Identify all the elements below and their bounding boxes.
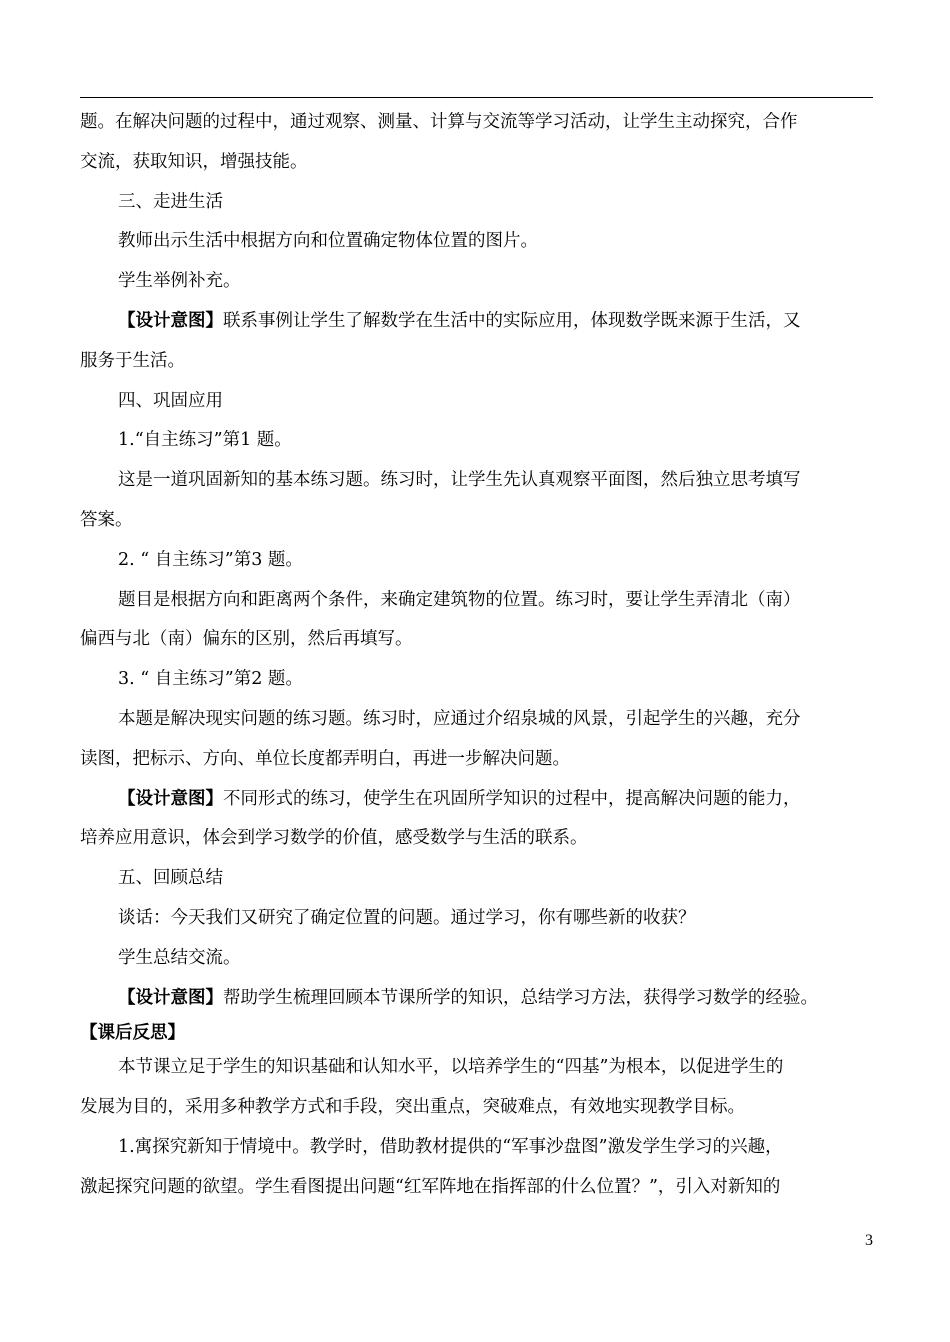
design-intent-text: 帮助学生梳理回顾本节课所学的知识，总结学习方法，获得学习数学的经验。 — [223, 987, 818, 1008]
paragraph-line: 发展为目的，采用多种教学方式和手段，突出重点，突破难点，有效地实现教学目标。 — [80, 1097, 745, 1118]
exercise-title: 1.“自主练习”第1 题。 — [118, 430, 292, 451]
paragraph-line: 本题是解决现实问题的练习题。练习时，应通过介绍泉城的风景，引起学生的兴趣，充分 — [118, 708, 801, 729]
design-intent-tag: 【设计意图】 — [118, 310, 223, 331]
paragraph-line: 1.寓探究新知于情境中。教学时，借助教材提供的“军事沙盘图”激发学生学习的兴趣， — [118, 1136, 783, 1157]
design-intent-line — [80, 780, 873, 820]
reflection-heading: 【课后反思】 — [80, 1023, 185, 1044]
paragraph-line: 培养应用意识，体会到学习数学的价值，感受数学与生活的联系。 — [80, 828, 588, 849]
document-body — [80, 103, 873, 1208]
section-heading: 四、巩固应用 — [118, 390, 223, 411]
paragraph-line: 交流，获取知识，增强技能。 — [80, 151, 308, 172]
paragraph-line: 学生举例补充。 — [118, 271, 241, 292]
design-intent-tag: 【设计意图】 — [118, 788, 223, 809]
paragraph-line: 谈话：今天我们又研究了确定位置的问题。通过学习，你有哪些新的收获？ — [118, 907, 696, 928]
design-intent-tag: 【设计意图】 — [118, 987, 223, 1008]
design-intent-line — [80, 979, 873, 1019]
paragraph-line: 偏西与北（南）偏东的区别，然后再填写。 — [80, 629, 413, 650]
section-heading: 五、回顾总结 — [118, 868, 223, 889]
paragraph-line: 这是一道巩固新知的基本练习题。练习时，让学生先认真观察平面图，然后独立思考填写 — [118, 470, 801, 491]
paragraph-line: 题目是根据方向和距离两个条件，来确定建筑物的位置。练习时，要让学生弄清北（南） — [118, 589, 801, 610]
paragraph-line: 读图，把标示、方向、单位长度都弄明白，再进一步解决问题。 — [80, 748, 570, 769]
paragraph-line: 激起探究问题的欲望。学生看图提出问题“红军阵地在指挥部的什么位置？”，引入对新知的 — [80, 1176, 781, 1197]
design-intent-text: 联系事例让学生了解数学在生活中的实际应用，体现数学既来源于生活，又 — [223, 310, 801, 331]
paragraph-line: 本节课立足于学生的知识基础和认知水平，以培养学生的“四基”为根本，以促进学生的 — [118, 1057, 784, 1078]
paragraph-line: 服务于生活。 — [80, 350, 185, 371]
design-intent-text: 不同形式的练习，使学生在巩固所学知识的过程中，提高解决问题的能力， — [223, 788, 801, 809]
exercise-title: 3. “ 自主练习”第2 题。 — [118, 669, 303, 690]
paragraph-line: 教师出示生活中根据方向和位置确定物体位置的图片。 — [118, 231, 538, 252]
paragraph-line: 学生总结交流。 — [118, 947, 241, 968]
page-number: 3 — [865, 1232, 873, 1249]
header-rule — [80, 97, 873, 98]
paragraph-line: 答案。 — [80, 509, 133, 530]
section-heading: 三、走进生活 — [118, 191, 223, 212]
exercise-title: 2. “ 自主练习”第3 题。 — [118, 549, 303, 570]
design-intent-line — [80, 302, 873, 342]
paragraph-line: 题。在解决问题的过程中，通过观察、测量、计算与交流等学习活动，让学生主动探究，合作 — [80, 112, 798, 132]
